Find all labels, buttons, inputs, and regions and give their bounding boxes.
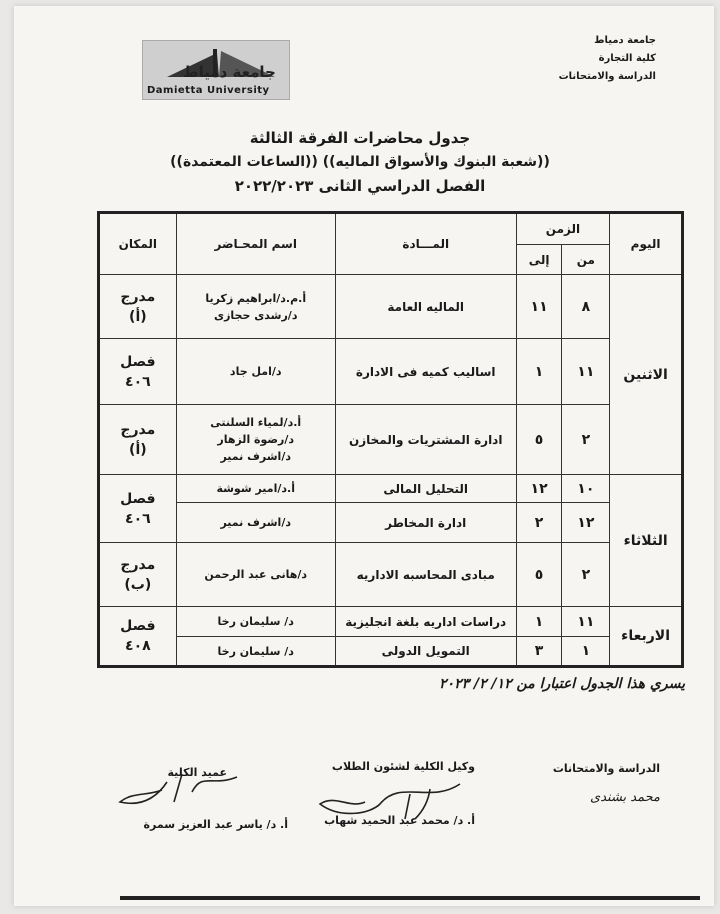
lecturer [176, 543, 335, 607]
studies-signature: محمد بشندى [590, 790, 660, 805]
table-row [99, 637, 683, 667]
location [99, 543, 177, 607]
location-type: مدرج [120, 421, 156, 438]
location [99, 275, 177, 339]
lecturer-name: د/اشرف نمير [220, 516, 291, 529]
studies-title: الدراسة والامتحانات [552, 762, 660, 775]
time-from: ٢ [562, 405, 610, 475]
location-type: فصل [120, 353, 156, 370]
header-day: اليوم [610, 213, 683, 275]
time-from: ١٠ [562, 475, 610, 503]
location-type: فصل [120, 618, 156, 634]
location-code: ٤٠٨ [125, 638, 151, 654]
subject: ادارة المشتريات والمخازن [335, 405, 516, 475]
time-from: ١١ [562, 607, 610, 637]
time-from: ٢ [562, 543, 610, 607]
time-to: ٣ [516, 637, 562, 667]
schedule-table [97, 211, 684, 668]
subject: اساليب كميه فى الادارة [335, 339, 516, 405]
header-faculty: كلية التجارة [598, 53, 656, 64]
table-row [99, 543, 683, 607]
document-titles [0, 126, 720, 198]
title-line-3: الفصل الدراسي الثانى ٢٠٢٢/٢٠٢٣ [234, 177, 486, 195]
subject: دراسات اداريه بلغة انجليزية [335, 607, 516, 637]
lecturer [176, 339, 335, 405]
location-code: (أ) [129, 441, 147, 458]
header-lecturer: اسم المحـاضر [176, 213, 335, 275]
lecturer-name: د/رضوة الزهار [217, 433, 295, 446]
lecturer-name: د/امل جاد [229, 365, 282, 378]
table-row [99, 275, 683, 339]
logo-english-text: Damietta University [147, 85, 270, 96]
location-type: فصل [120, 490, 156, 507]
lecturer-name: أ.م.د/ابراهيم زكريا [205, 291, 307, 305]
time-from: ١٢ [562, 503, 610, 543]
location [99, 607, 177, 667]
lecturer [176, 275, 335, 339]
location [99, 475, 177, 543]
time-from: ١ [562, 637, 610, 667]
lecturer [176, 637, 335, 667]
header-location: المكان [99, 213, 177, 275]
header-university: جامعة دمياط [594, 35, 656, 46]
header-subject: المـــادة [335, 213, 516, 275]
table-row [99, 475, 683, 503]
lecturer-name: أ.د/لمياء السلنتى [210, 416, 302, 429]
dean-title: عميد الكلية [167, 766, 227, 779]
time-from: ١١ [562, 339, 610, 405]
time-to: ٥ [516, 405, 562, 475]
subject: مبادى المحاسبه الاداريه [335, 543, 516, 607]
subject: الماليه العامة [335, 275, 516, 339]
header-to: إلى [516, 245, 562, 275]
day-wednesday: الاربعاء [610, 607, 683, 667]
time-to: ٥ [516, 543, 562, 607]
table-row [99, 607, 683, 637]
logo-arabic-text: جامعة دمياط [183, 63, 276, 81]
header-department: الدراسة والامتحانات [558, 71, 656, 82]
vice-dean-title: وكيل الكلية لشئون الطلاب [331, 760, 475, 773]
lecturer-name: د/ سليمان رخا [217, 615, 294, 628]
subject: التمويل الدولى [335, 637, 516, 667]
lecturer-name: أ.د/امير شوشة [216, 482, 295, 495]
vice-dean-name: أ. د/ محمد عبد الحميد شهاب [324, 814, 475, 827]
location [99, 339, 177, 405]
day-monday: الاثنين [610, 275, 683, 475]
effective-date-note: يسري هذا الجدول اعتبارا من ١٢/ ٢/ ٢٠٢٣ [439, 676, 685, 692]
location-code: (أ) [129, 308, 147, 325]
footer-rule [120, 896, 700, 900]
location [99, 405, 177, 475]
lecturer-name: د/رشدى حجازى [213, 308, 298, 322]
subject: ادارة المخاطر [335, 503, 516, 543]
university-logo [142, 40, 290, 100]
table-row [99, 405, 683, 475]
lecturer-name: د/اشرف نمير [220, 450, 291, 463]
dean-signature-icon [112, 762, 242, 812]
time-to: ١٢ [516, 475, 562, 503]
lecturer [176, 405, 335, 475]
lecturer-name: د/هانى عبد الرحمن [204, 568, 308, 581]
institution-header [559, 32, 656, 86]
location-type: مدرج [120, 556, 156, 573]
header-from: من [562, 245, 610, 275]
time-from: ٨ [562, 275, 610, 339]
lecturer-name: د/ سليمان رخا [217, 644, 294, 658]
location-type: مدرج [120, 288, 156, 305]
time-to: ١١ [516, 275, 562, 339]
title-line-2: ((شعبة البنوك والأسواق الماليه)) ((الساعات المعتمدة)) [170, 154, 550, 170]
location-code: (ب) [124, 576, 152, 593]
title-line-1: جدول محاضرات الفرقة الثالثة [249, 129, 471, 147]
location-code: ٤٠٦ [125, 373, 151, 390]
dean-name: أ. د/ ياسر عبد العزيز سمرة [143, 818, 288, 831]
day-tuesday: الثلاثاء [610, 475, 683, 607]
location-code: ٤٠٦ [125, 510, 151, 527]
time-to: ١ [516, 339, 562, 405]
lecturer [176, 503, 335, 543]
time-to: ١ [516, 607, 562, 637]
table-row [99, 339, 683, 405]
table-row [99, 503, 683, 543]
lecturer [176, 475, 335, 503]
header-time: الزمن [516, 213, 610, 245]
lecturer [176, 607, 335, 637]
time-to: ٢ [516, 503, 562, 543]
subject: التحليل المالى [335, 475, 516, 503]
